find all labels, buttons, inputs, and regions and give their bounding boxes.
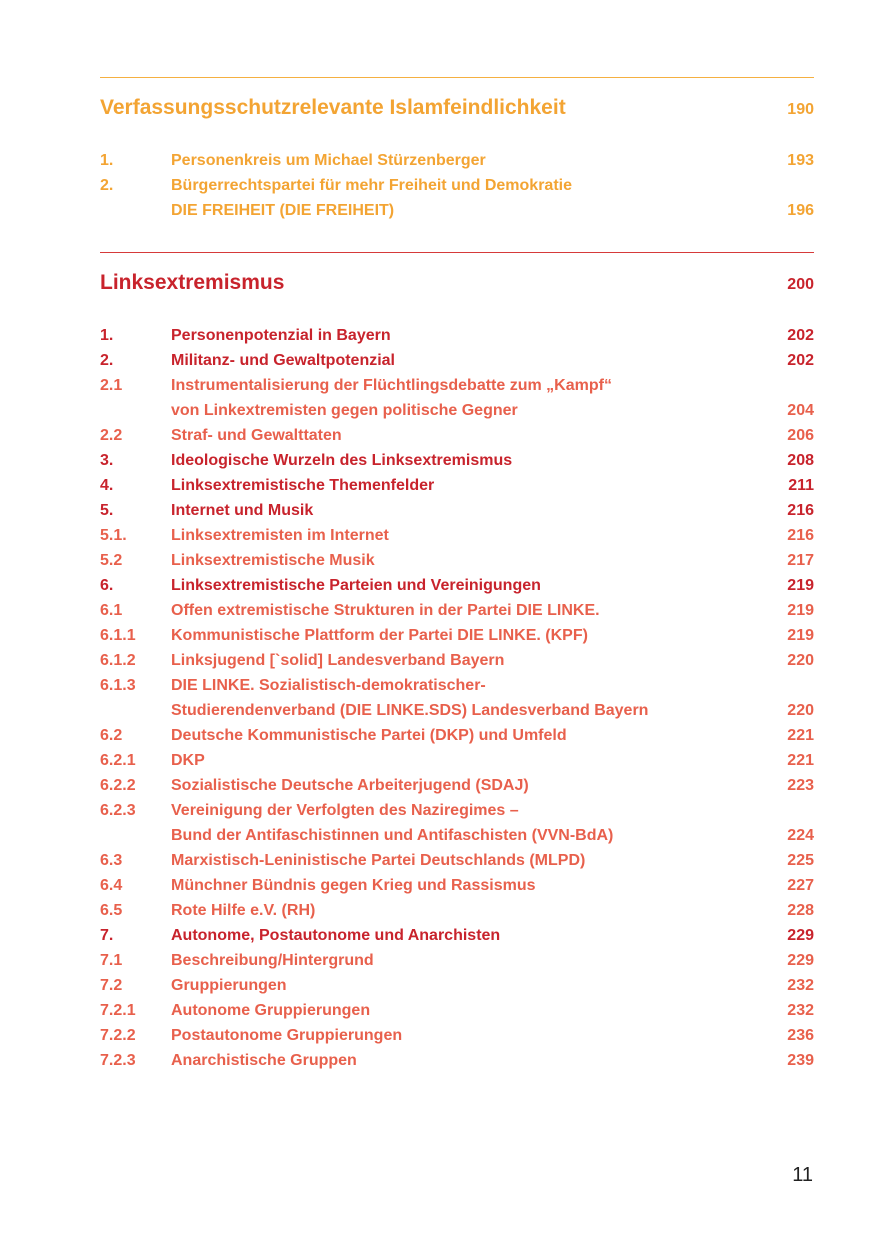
- toc-entry[interactable]: [100, 323, 814, 348]
- entry-number: 6.1.1: [100, 627, 136, 644]
- entry-label: von Linkextremisten gegen politische Gegner: [171, 402, 518, 419]
- toc-entry[interactable]: [100, 373, 814, 398]
- entry-label: Offen extremistische Strukturen in der Partei DIE LINKE.: [171, 602, 600, 619]
- entry-page: 208: [787, 452, 814, 469]
- toc-entry[interactable]: [100, 748, 814, 773]
- entry-number: 2.1: [100, 377, 123, 394]
- section-title: Verfassungsschutzrelevante Islamfeindlichkeit: [100, 96, 566, 119]
- entry-label: Deutsche Kommunistische Partei (DKP) und Umfeld: [171, 727, 567, 744]
- toc-entry[interactable]: [100, 348, 814, 373]
- toc-entry[interactable]: [100, 998, 814, 1023]
- entry-number: 7.1: [100, 952, 123, 969]
- entry-page: 220: [787, 652, 814, 669]
- entry-number: 5.: [100, 502, 114, 519]
- toc-entry[interactable]: [100, 823, 814, 848]
- entry-label: Linksextremistische Themenfelder: [171, 477, 435, 494]
- entry-number: 6.1.2: [100, 652, 136, 669]
- toc-entry[interactable]: [100, 473, 814, 498]
- entry-number: 7.2: [100, 977, 123, 994]
- entry-page: 221: [787, 727, 814, 744]
- entry-page: 232: [787, 1002, 814, 1019]
- toc-entry[interactable]: [100, 923, 814, 948]
- toc-entry[interactable]: [100, 898, 814, 923]
- entry-label: Anarchistische Gruppen: [171, 1052, 357, 1069]
- section-title: Linksextremismus: [100, 271, 285, 294]
- entry-label: Linksextremisten im Internet: [171, 527, 389, 544]
- toc-entry[interactable]: [100, 523, 814, 548]
- entry-number: 4.: [100, 477, 114, 494]
- entry-label: DIE FREIHEIT (DIE FREIHEIT): [171, 202, 395, 219]
- entry-page: 221: [787, 752, 814, 769]
- entry-label: Rote Hilfe e.V. (RH): [171, 902, 316, 919]
- entry-page: 223: [787, 777, 814, 794]
- entry-page: 219: [787, 577, 814, 594]
- entry-label: Internet und Musik: [171, 502, 314, 519]
- toc-entry[interactable]: [100, 623, 814, 648]
- entry-label: Postautonome Gruppierungen: [171, 1027, 403, 1044]
- entry-number: 7.2.1: [100, 1002, 136, 1019]
- toc-entry[interactable]: [100, 673, 814, 698]
- entry-label: Gruppierungen: [171, 977, 287, 994]
- toc-entry[interactable]: [100, 173, 814, 198]
- entry-label: Instrumentalisierung der Flüchtlingsdebatte zum „Kampf“: [171, 377, 612, 394]
- entry-page: 225: [787, 852, 814, 869]
- entry-label: Straf- und Gewalttaten: [171, 427, 342, 444]
- entry-label: Bürgerrechtspartei für mehr Freiheit und Demokratie: [171, 177, 572, 194]
- entry-page: 196: [787, 202, 814, 219]
- entry-page: 220: [787, 702, 814, 719]
- entry-label: Personenkreis um Michael Stürzenberger: [171, 152, 486, 169]
- entry-number: 2.: [100, 177, 114, 194]
- entry-number: 6.2: [100, 727, 123, 744]
- toc-entry[interactable]: [100, 948, 814, 973]
- toc-entry[interactable]: [100, 873, 814, 898]
- toc-list-linksextremismus: [100, 323, 814, 1073]
- entry-page: 204: [787, 402, 814, 419]
- section-heading-linksextremismus[interactable]: [100, 271, 814, 295]
- entry-number: 6.2.2: [100, 777, 136, 794]
- entry-number: 6.5: [100, 902, 123, 919]
- page-number: 11: [792, 1164, 813, 1186]
- entry-label: Militanz- und Gewaltpotenzial: [171, 352, 395, 369]
- entry-page: 216: [787, 502, 814, 519]
- entry-page: 193: [787, 152, 814, 169]
- entry-label: DIE LINKE. Sozialistisch-demokratischer-: [171, 677, 486, 694]
- entry-page: 229: [787, 952, 814, 969]
- entry-page: 219: [787, 627, 814, 644]
- toc-entry[interactable]: [100, 548, 814, 573]
- entry-page: 217: [787, 552, 814, 569]
- entry-number: 5.2: [100, 552, 123, 569]
- entry-page: 232: [787, 977, 814, 994]
- toc-entry[interactable]: [100, 698, 814, 723]
- entry-label: Kommunistische Plattform der Partei DIE LINKE. (KPF): [171, 627, 588, 644]
- toc-entry[interactable]: [100, 448, 814, 473]
- entry-page: 206: [787, 427, 814, 444]
- entry-number: 6.4: [100, 877, 123, 894]
- entry-label: DKP: [171, 752, 205, 769]
- entry-page: 239: [787, 1052, 814, 1069]
- entry-number: 6.1: [100, 602, 123, 619]
- entry-label: Marxistisch-Leninistische Partei Deutschlands (MLPD): [171, 852, 586, 869]
- entry-label: Autonome Gruppierungen: [171, 1002, 371, 1019]
- entry-page: 224: [787, 827, 814, 844]
- entry-label: Sozialistische Deutsche Arbeiterjugend (SDAJ): [171, 777, 529, 794]
- toc-entry[interactable]: [100, 773, 814, 798]
- toc-entry[interactable]: [100, 723, 814, 748]
- toc-entry[interactable]: [100, 598, 814, 623]
- entry-number: 6.1.3: [100, 677, 136, 694]
- entry-number: 6.2.3: [100, 802, 136, 819]
- toc-entry[interactable]: [100, 423, 814, 448]
- section-page: 200: [787, 276, 814, 293]
- entry-number: 5.1.: [100, 527, 127, 544]
- entry-label: Ideologische Wurzeln des Linksextremismus: [171, 452, 513, 469]
- toc-entry[interactable]: [100, 148, 814, 173]
- toc-entry[interactable]: [100, 498, 814, 523]
- toc-entry[interactable]: [100, 798, 814, 823]
- entry-label: Autonome, Postautonome und Anarchisten: [171, 927, 501, 944]
- entry-page: 227: [787, 877, 814, 894]
- section-divider: [100, 252, 814, 253]
- section-heading-islamfeindlichkeit[interactable]: [100, 96, 814, 120]
- entry-page: 219: [787, 602, 814, 619]
- entry-label: Beschreibung/Hintergrund: [171, 952, 374, 969]
- entry-page: 211: [788, 477, 814, 494]
- entry-number: 2.: [100, 352, 114, 369]
- section-divider: [100, 77, 814, 78]
- toc-entry[interactable]: [100, 848, 814, 873]
- section-page: 190: [787, 101, 814, 118]
- entry-number: 7.: [100, 927, 114, 944]
- toc-entry[interactable]: [100, 1023, 814, 1048]
- entry-page: 229: [787, 927, 814, 944]
- toc-entry[interactable]: [100, 973, 814, 998]
- entry-page: 202: [787, 352, 814, 369]
- entry-number: 6.2.1: [100, 752, 136, 769]
- entry-number: 6.: [100, 577, 114, 594]
- entry-number: 6.3: [100, 852, 123, 869]
- entry-label: Vereinigung der Verfolgten des Naziregimes –: [171, 802, 519, 819]
- entry-page: 216: [787, 527, 814, 544]
- entry-number: 7.2.2: [100, 1027, 136, 1044]
- toc-entry[interactable]: [100, 573, 814, 598]
- toc-list-islamfeindlichkeit: [100, 148, 814, 223]
- entry-label: Linksjugend [`solid] Landesverband Bayern: [171, 652, 505, 669]
- toc-entry[interactable]: [100, 1048, 814, 1073]
- toc-entry[interactable]: [100, 398, 814, 423]
- entry-number: 7.2.3: [100, 1052, 136, 1069]
- entry-label: Münchner Bündnis gegen Krieg und Rassismus: [171, 877, 536, 894]
- entry-page: 228: [787, 902, 814, 919]
- entry-label: Bund der Antifaschistinnen und Antifaschisten (VVN-BdA): [171, 827, 614, 844]
- entry-number: 3.: [100, 452, 114, 469]
- entry-label: Linksextremistische Parteien und Vereinigungen: [171, 577, 541, 594]
- entry-page: 202: [787, 327, 814, 344]
- entry-label: Linksextremistische Musik: [171, 552, 375, 569]
- toc-entry[interactable]: [100, 648, 814, 673]
- entry-label: Personenpotenzial in Bayern: [171, 327, 391, 344]
- entry-number: 1.: [100, 327, 114, 344]
- entry-number: 2.2: [100, 427, 123, 444]
- entry-number: 1.: [100, 152, 114, 169]
- toc-entry[interactable]: [100, 198, 814, 223]
- entry-page: 236: [787, 1027, 814, 1044]
- entry-label: Studierendenverband (DIE LINKE.SDS) Landesverband Bayern: [171, 702, 649, 719]
